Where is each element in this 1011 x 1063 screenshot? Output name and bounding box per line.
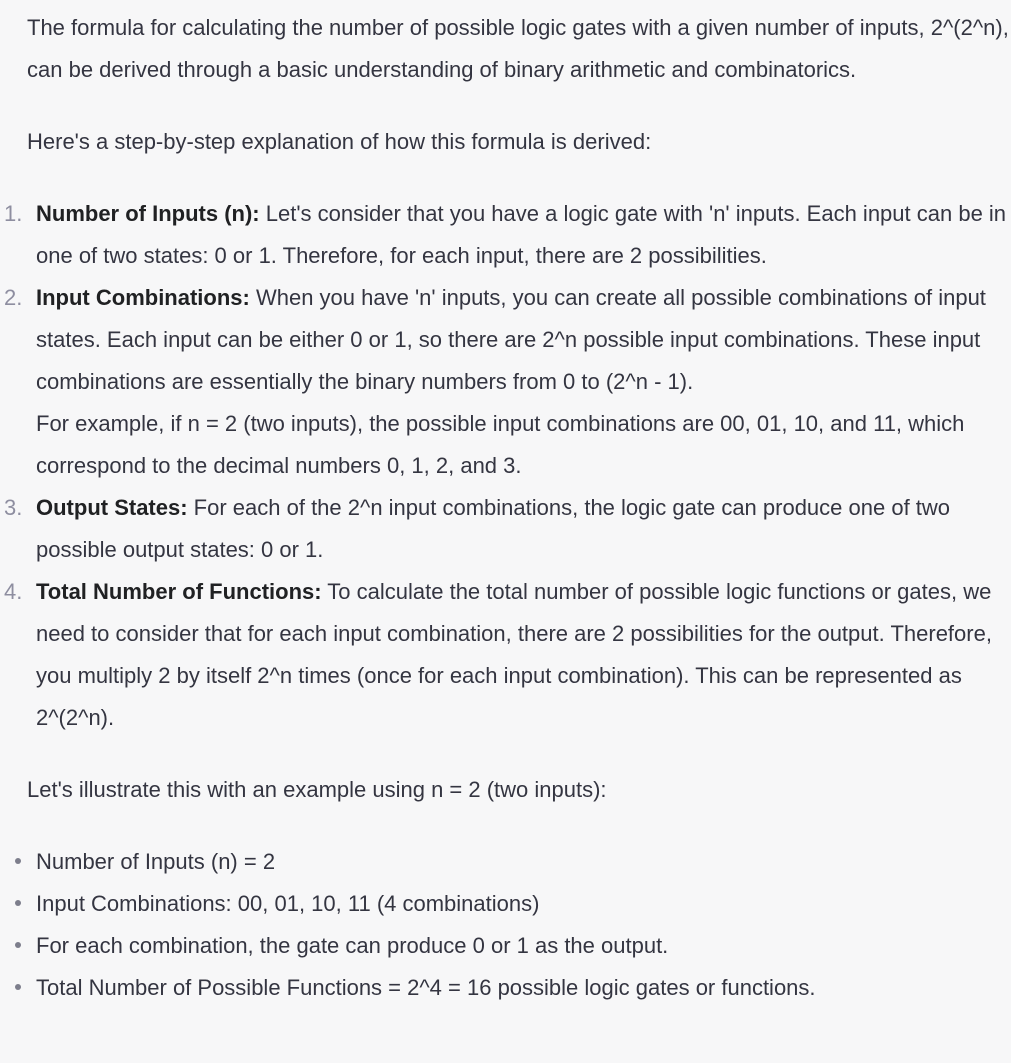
- step-item: [0, 571, 1011, 739]
- step-item: [0, 487, 1011, 571]
- step-number: 1.: [4, 201, 23, 226]
- step-item: [0, 193, 1011, 277]
- step-text: To calculate the total number of possible logic functions or gates, we need to consider that for each input combination, there are 2 possibilities for the output. Therefore, you multiply 2 by itself 2^n times (once for each input combination). This can be represented as 2^(2^n).: [36, 579, 992, 730]
- example-bullet-text: For each combination, the gate can produce 0 or 1 as the output.: [36, 933, 669, 958]
- step-example-text: For example, if n = 2 (two inputs), the possible input combinations are 00, 01, 10, and 11, which correspond to the decimal numbers 0, 1, 2, and 3.: [36, 411, 965, 478]
- bullet-dot-icon: [15, 900, 21, 906]
- example-bullet-text: Total Number of Possible Functions = 2^4 = 16 possible logic gates or functions.: [36, 975, 816, 1000]
- bullet-dot-icon: [15, 858, 21, 864]
- example-bullet-item: [0, 883, 1011, 925]
- intro-paragraph: The formula for calculating the number of possible logic gates with a given number of inputs, 2^(2^n), can be derived through a basic understanding of binary arithmetic and combinatorics.: [27, 15, 1009, 82]
- step-title: Number of Inputs (n):: [36, 201, 260, 226]
- steps-list: [0, 193, 1011, 739]
- step-text: Let's consider that you have a logic gate with 'n' inputs. Each input can be in one of two states: 0 or 1. Therefore, for each input, there are 2 possibilities.: [36, 201, 1007, 268]
- example-lead: Let's illustrate this with an example using n = 2 (two inputs):: [27, 777, 607, 802]
- step-text: When you have 'n' inputs, you can create all possible combinations of input states. Each input can be either 0 or 1, so there are 2^n possible input combinations. These input combinations are essentially the binary numbers from 0 to (2^n - 1).: [36, 285, 986, 394]
- example-bullet-item: [0, 841, 1011, 883]
- step-title: Total Number of Functions:: [36, 579, 322, 604]
- step-title: Input Combinations:: [36, 285, 250, 310]
- step-number: 4.: [4, 579, 23, 604]
- example-list: [0, 841, 1011, 1009]
- example-bullet-text: Number of Inputs (n) = 2: [36, 849, 276, 874]
- step-title: Output States:: [36, 495, 188, 520]
- step-number: 2.: [4, 285, 23, 310]
- bullet-dot-icon: [15, 942, 21, 948]
- step-text: For each of the 2^n input combinations, the logic gate can produce one of two possible output states: 0 or 1.: [36, 495, 951, 562]
- example-bullet-item: [0, 967, 1011, 1009]
- step-item: [0, 277, 1011, 487]
- example-bullet-text: Input Combinations: 00, 01, 10, 11 (4 combinations): [36, 891, 540, 916]
- example-bullet-item: [0, 925, 1011, 967]
- step-number: 3.: [4, 495, 23, 520]
- intro-lead: Here's a step-by-step explanation of how this formula is derived:: [27, 129, 652, 154]
- bullet-dot-icon: [15, 984, 21, 990]
